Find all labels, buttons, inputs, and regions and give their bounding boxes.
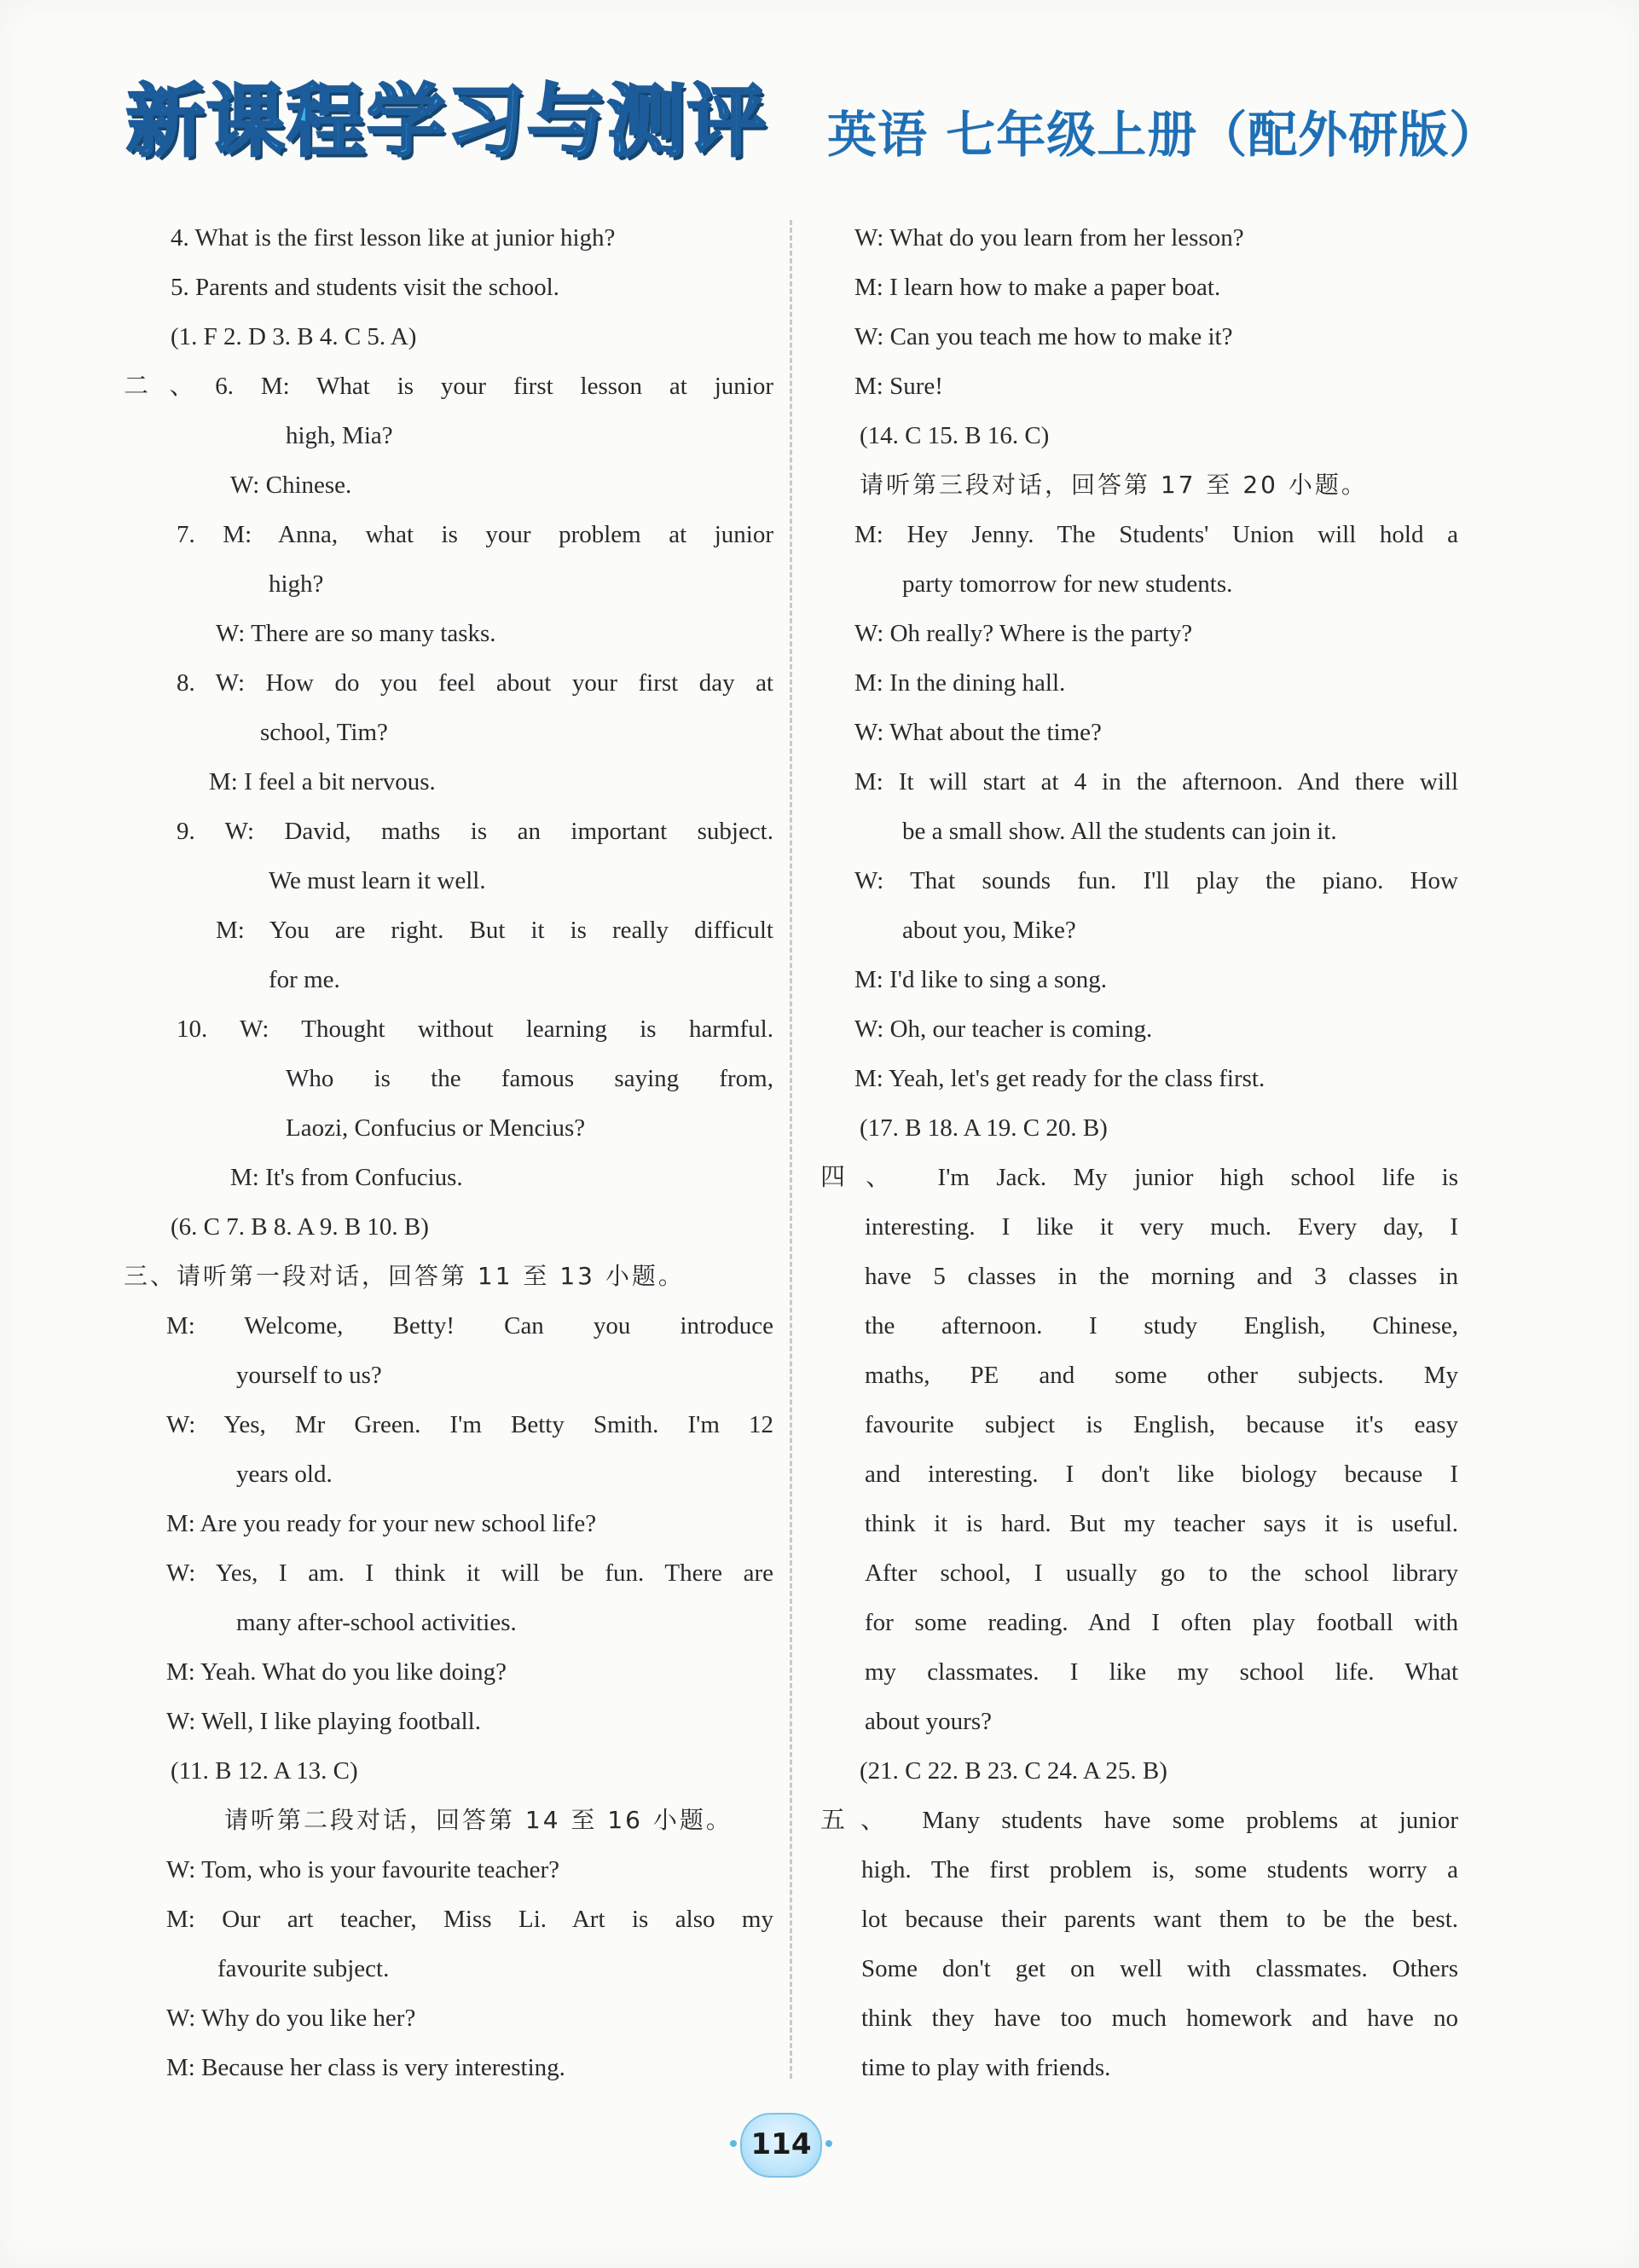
dialogue-line: 10. W: Thought without learning is harmful. — [177, 1015, 773, 1043]
dialogue-line: yourself to us? — [236, 1362, 382, 1389]
answer-key: (14. C 15. B 16. C) — [860, 422, 1050, 449]
dialogue-line: W: Well, I like playing football. — [166, 1708, 481, 1735]
dialogue-line: Who is the famous saying from, — [286, 1065, 773, 1092]
passage-line: the afternoon. I study English, Chinese, — [865, 1312, 1458, 1339]
passage-line: think it is hard. But my teacher says it is useful. — [865, 1510, 1458, 1537]
dialogue-line: years old. — [236, 1461, 333, 1488]
dialogue-line: W: Chinese. — [230, 472, 352, 499]
passage-line: about yours? — [865, 1708, 992, 1735]
passage-line: maths, PE and some other subjects. My — [865, 1362, 1458, 1389]
page-number-decoration — [825, 2140, 832, 2147]
question-line: 4. What is the first lesson like at junior high? — [171, 224, 616, 252]
dialogue-line: be a small show. All the students can join it. — [902, 818, 1337, 845]
dialogue-line: many after-school activities. — [236, 1609, 517, 1636]
dialogue-line: We must learn it well. — [269, 867, 486, 894]
dialogue-line: W: Yes, I am. I think it will be fun. There are — [166, 1559, 773, 1587]
passage-line: interesting. I like it very much. Every day, I — [865, 1213, 1458, 1241]
dialogue-line: M: Because her class is very interesting. — [166, 2054, 565, 2081]
passage-line: time to play with friends. — [861, 2054, 1111, 2081]
book-title: 英语 七年级上册（配外研版） — [827, 106, 1500, 164]
dialogue-line: M: You are right. But it is really difficult — [216, 917, 773, 944]
dialogue-line: school, Tim? — [260, 719, 388, 746]
page-header — [0, 0, 1639, 196]
dialogue-line: M: I'd like to sing a song. — [854, 966, 1108, 993]
dialogue-line: about you, Mike? — [902, 917, 1076, 944]
page-number-decoration — [730, 2140, 737, 2147]
dialogue-line: W: There are so many tasks. — [216, 620, 496, 647]
dialogue-line: M: It will start at 4 in the afternoon. And there will — [854, 768, 1458, 796]
dialogue-line: favourite subject. — [217, 1955, 390, 1982]
series-title: 新课程学习与测评 — [126, 76, 768, 167]
dialogue-line: 7. M: Anna, what is your problem at junior — [177, 521, 773, 548]
dialogue-line: M: In the dining hall. — [854, 669, 1066, 697]
section-instruction: 请听第二段对话，回答第 14 至 16 小题。 — [224, 1806, 733, 1834]
dialogue-line: M: It's from Confucius. — [230, 1164, 463, 1191]
answer-key: (1. F 2. D 3. B 4. C 5. A) — [171, 323, 417, 350]
dialogue-line: Laozi, Confucius or Mencius? — [286, 1114, 586, 1142]
dialogue-line: M: Our art teacher, Miss Li. Art is also my — [166, 1906, 773, 1933]
page-number: 114 — [740, 2113, 822, 2178]
passage-line: have 5 classes in the morning and 3 classes in — [865, 1263, 1458, 1290]
question-line: 5. Parents and students visit the school. — [171, 274, 559, 301]
dialogue-line: W: Can you teach me how to make it? — [854, 323, 1233, 350]
dialogue-line: W: Oh, our teacher is coming. — [854, 1015, 1153, 1043]
passage-line: high. The first problem is, some students worry a — [861, 1856, 1458, 1883]
passage-line: favourite subject is English, because it's easy — [865, 1411, 1458, 1438]
answer-key: (17. B 18. A 19. C 20. B) — [860, 1114, 1108, 1142]
dialogue-line: W: That sounds fun. I'll play the piano. How — [854, 867, 1458, 894]
answer-key: (6. C 7. B 8. A 9. B 10. B) — [171, 1213, 429, 1241]
dialogue-line: W: Tom, who is your favourite teacher? — [166, 1856, 560, 1883]
answer-key: (11. B 12. A 13. C) — [171, 1757, 358, 1785]
dialogue-line: 8. W: How do you feel about your first day at — [177, 669, 773, 697]
dialogue-line: high, Mia? — [286, 422, 393, 449]
passage-line: my classmates. I like my school life. What — [865, 1658, 1458, 1686]
dialogue-line: 9. W: David, maths is an important subject. — [177, 818, 773, 845]
passage-line: and interesting. I don't like biology because I — [865, 1461, 1458, 1488]
passage-line: Some don't get on well with classmates. Others — [861, 1955, 1458, 1982]
dialogue-line: W: Oh really? Where is the party? — [854, 620, 1193, 647]
column-divider — [790, 220, 792, 2079]
dialogue-line: W: What about the time? — [854, 719, 1102, 746]
dialogue-line: M: I learn how to make a paper boat. — [854, 274, 1221, 301]
dialogue-line: W: What do you learn from her lesson? — [854, 224, 1244, 252]
dialogue-line: W: Yes, Mr Green. I'm Betty Smith. I'm 12 — [166, 1411, 773, 1438]
dialogue-line: 二、6. M: What is your first lesson at junior — [124, 373, 773, 400]
passage-line: for some reading. And I often play football with — [865, 1609, 1458, 1636]
dialogue-line: for me. — [269, 966, 340, 993]
passage-line: think they have too much homework and have no — [861, 2005, 1458, 2032]
dialogue-line: M: Yeah, let's get ready for the class first. — [854, 1065, 1265, 1092]
passage-line: After school, I usually go to the school library — [865, 1559, 1458, 1587]
dialogue-line: M: Yeah. What do you like doing? — [166, 1658, 507, 1686]
passage-line: 五、 Many students have some problems at junior — [820, 1807, 1458, 1834]
passage-line: 四、 I'm Jack. My junior high school life is — [820, 1164, 1458, 1191]
passage-line: lot because their parents want them to be the best. — [861, 1906, 1458, 1933]
dialogue-line: M: I feel a bit nervous. — [209, 768, 436, 796]
dialogue-line: high? — [269, 570, 324, 598]
section-instruction: 请听第三段对话，回答第 17 至 20 小题。 — [860, 471, 1368, 499]
dialogue-line: M: Hey Jenny. The Students' Union will hold a — [854, 521, 1458, 548]
dialogue-line: M: Are you ready for your new school life? — [166, 1510, 597, 1537]
dialogue-line: party tomorrow for new students. — [902, 570, 1233, 598]
dialogue-line: M: Welcome, Betty! Can you introduce — [166, 1312, 773, 1339]
section-instruction: 三、请听第一段对话，回答第 11 至 13 小题。 — [124, 1262, 685, 1290]
answer-key: (21. C 22. B 23. C 24. A 25. B) — [860, 1757, 1167, 1785]
dialogue-line: W: Why do you like her? — [166, 2005, 416, 2032]
dialogue-line: M: Sure! — [854, 373, 943, 400]
